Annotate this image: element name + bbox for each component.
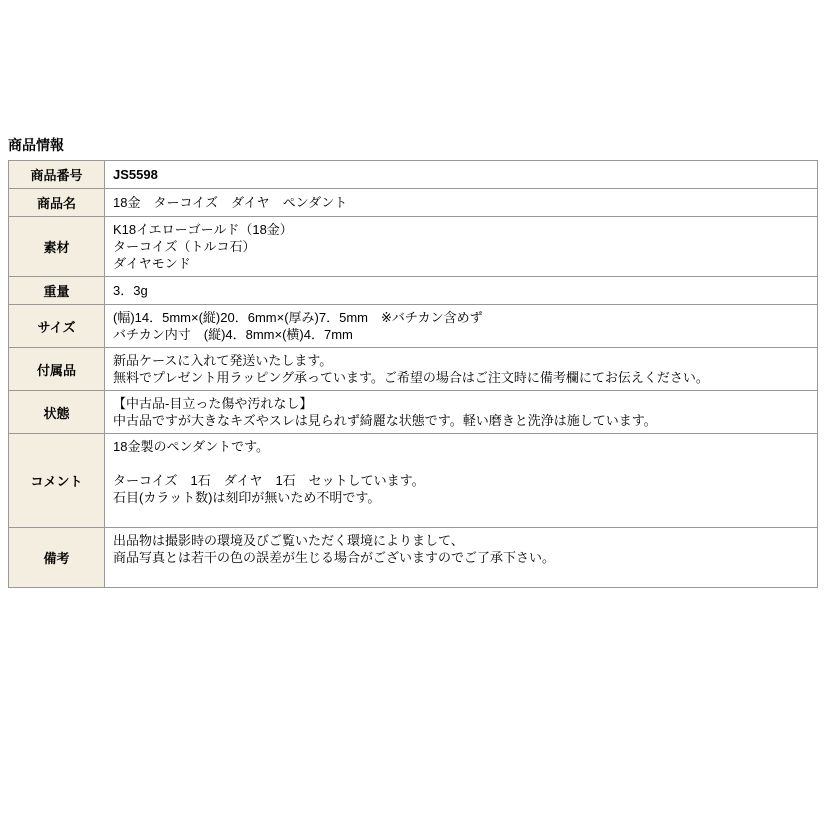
row-label: サイズ [9,305,105,348]
row-label: コメント [9,434,105,528]
table-body [9,161,818,588]
value-line: 18金製のペンダントです。 [113,439,270,454]
value-line: 18金 ターコイズ ダイヤ ペンダント [113,195,348,210]
value-line: (幅)14．5mm×(縦)20．6mm×(厚み)7．5mm ※バチカン含めず [113,310,483,325]
value-line: 新品ケースに入れて発送いたします。 [113,353,333,368]
row-value [105,305,818,348]
product-info-table [8,160,818,588]
value-line: 無料でプレゼント用ラッピング承っています。ご希望の場合はご注文時に備考欄にてお伝えください。 [113,370,709,385]
value-line: バチカン内寸 (縦)4．8mm×(横)4．7mm [113,327,353,342]
row-value [105,348,818,391]
table-row [9,217,818,277]
row-value [105,189,818,217]
row-label: 重量 [9,277,105,305]
page-title: 商品情報 [8,137,64,153]
value-line: ダイヤモンド [113,256,191,271]
row-label: 素材 [9,217,105,277]
value-line [113,566,809,583]
row-value [105,528,818,588]
value-line: 出品物は撮影時の環境及びご覧いただく環境によりまして、 [113,533,464,548]
value-line: 3．3g [113,283,148,298]
table-row [9,434,818,528]
value-line [113,506,809,523]
value-line: 【中古品-目立った傷や汚れなし】 [113,396,313,411]
row-label: 備考 [9,528,105,588]
row-value [105,217,818,277]
value-line: 商品写真とは若干の色の誤差が生じる場合がございますのでご了承下さい。 [113,550,556,565]
table-row [9,189,818,217]
row-label: 商品名 [9,189,105,217]
row-value [105,434,818,528]
row-value [105,277,818,305]
value-line: 石目(カラット数)は刻印が無いため不明です。 [113,490,381,505]
table-row [9,528,818,588]
table-row [9,277,818,305]
row-value [105,161,818,189]
value-line: ターコイズ 1石 ダイヤ 1石 セットしています。 [113,473,425,488]
table-row [9,305,818,348]
value-line: K18イエローゴールド（18金） [113,222,293,237]
row-value [105,391,818,434]
value-line: JS5598 [113,167,158,182]
row-label: 付属品 [9,348,105,391]
table-row [9,161,818,189]
value-line: 中古品ですが大きなキズやスレは見られず綺麗な状態です。軽い磨きと洗浄は施しています。 [113,413,657,428]
row-label: 状態 [9,391,105,434]
row-label: 商品番号 [9,161,105,189]
table-row [9,391,818,434]
value-line: ターコイズ（トルコ石） [113,239,256,254]
value-line [113,455,809,472]
table-row [9,348,818,391]
